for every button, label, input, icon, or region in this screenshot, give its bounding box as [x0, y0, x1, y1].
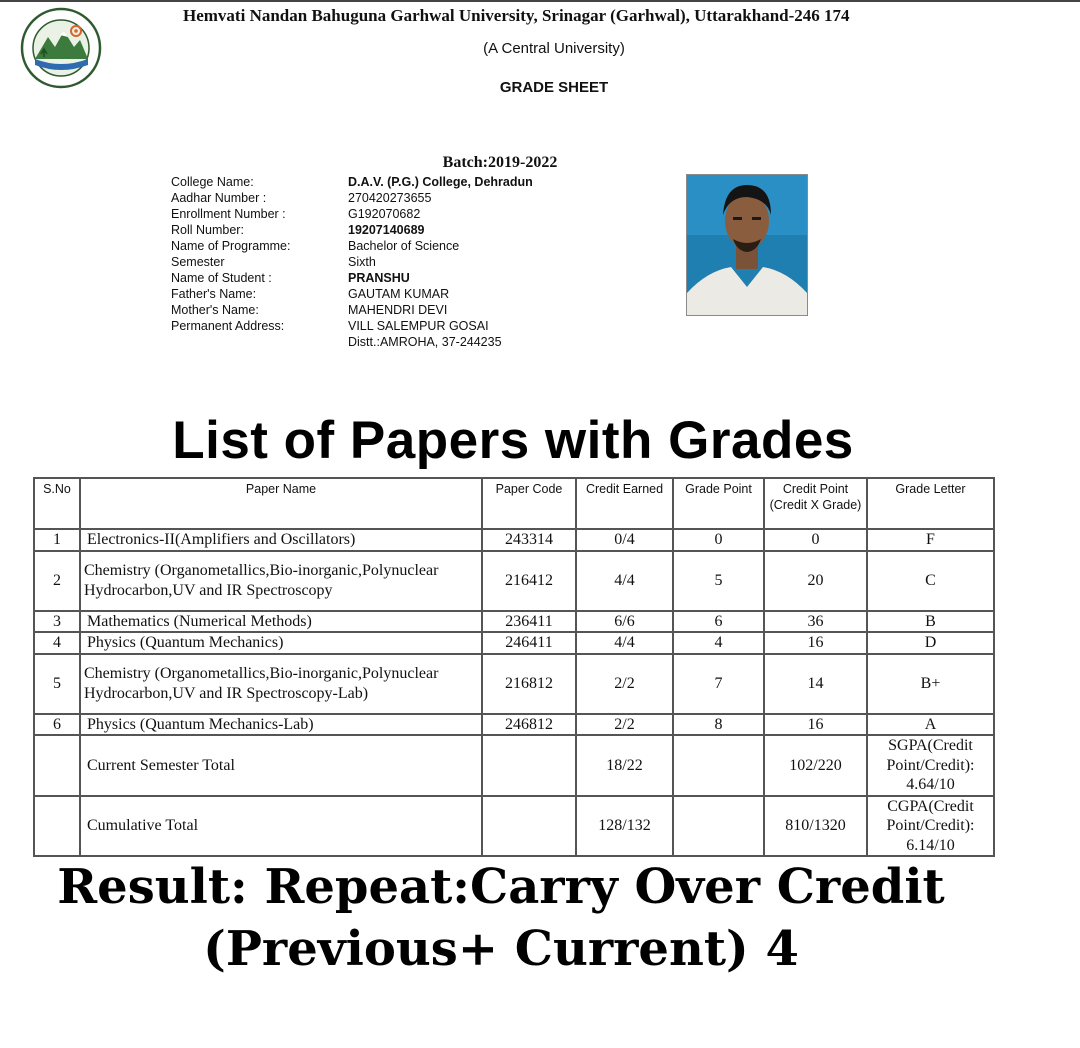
document-title: GRADE SHEET [499, 79, 609, 96]
info-label: Mother's Name: [171, 303, 259, 317]
sgpa-value: SGPA(Credit Point/Credit): 4.64/10 [867, 735, 994, 796]
table-cell [482, 735, 576, 796]
info-label: Name of Programme: [171, 239, 291, 253]
table-row [34, 714, 994, 736]
info-label [171, 334, 348, 350]
column-header: Credit Point (Credit X Grade) [764, 478, 867, 529]
table-cell [673, 735, 764, 796]
current-semester-total-row [34, 735, 994, 796]
info-label: Aadhar Number : [171, 191, 267, 205]
table-cell: 216812 [482, 654, 576, 714]
list-title: List of Papers with Grades [172, 411, 854, 470]
total-credit: 18/22 [576, 735, 673, 796]
total-credit: 128/132 [576, 796, 673, 857]
table-cell: 2/2 [576, 714, 673, 736]
table-cell: F [867, 529, 994, 551]
info-label: College Name: [171, 175, 254, 189]
table-row [34, 529, 994, 551]
info-row-enrollment [171, 206, 668, 222]
table-cell: 7 [673, 654, 764, 714]
student-info [171, 174, 668, 350]
table-cell: 6/6 [576, 611, 673, 633]
info-label: Name of Student : [171, 271, 272, 285]
table-cell: Chemistry (Organometallics,Bio-inorganic,Polynuclear Hydrocarbon,UV and IR Spectroscopy-Lab) [80, 654, 482, 714]
table-cell: Mathematics (Numerical Methods) [80, 611, 482, 633]
info-row-college [171, 174, 668, 190]
university-type: (A Central University) [483, 40, 625, 57]
result-line-1: Result: Repeat:Carry Over Credit [57, 859, 945, 915]
table-cell: 236411 [482, 611, 576, 633]
info-row-address [171, 318, 668, 334]
table-cell: 4/4 [576, 551, 673, 611]
grades-table [33, 477, 995, 857]
table-cell: 1 [34, 529, 80, 551]
info-row-aadhar [171, 190, 668, 206]
university-seal-icon [20, 7, 102, 89]
info-row-programme [171, 238, 668, 254]
batch-label: Batch:2019-2022 [442, 154, 558, 171]
result-line-2: (Previous+ Current) 4 [203, 921, 799, 977]
table-header-row [34, 478, 994, 529]
column-header: Paper Name [80, 478, 482, 529]
table-cell: Physics (Quantum Mechanics) [80, 632, 482, 654]
table-cell: 4 [34, 632, 80, 654]
info-value: Bachelor of Science [348, 239, 460, 253]
table-cell: 20 [764, 551, 867, 611]
info-label: Permanent Address: [171, 319, 285, 333]
info-label: Father's Name: [171, 287, 257, 301]
info-row-father [171, 286, 668, 302]
table-cell: D [867, 632, 994, 654]
info-value: D.A.V. (P.G.) College, Dehradun [348, 175, 533, 189]
info-value: Sixth [348, 255, 376, 269]
column-header: Grade Letter [867, 478, 994, 529]
table-cell: B [867, 611, 994, 633]
table-cell: Chemistry (Organometallics,Bio-inorganic,Polynuclear Hydrocarbon,UV and IR Spectroscopy [80, 551, 482, 611]
info-value: MAHENDRI DEVI [348, 303, 448, 317]
column-header: Paper Code [482, 478, 576, 529]
result-statement [0, 856, 1002, 980]
top-border [0, 0, 1080, 2]
table-cell: 3 [34, 611, 80, 633]
table-cell: 5 [34, 654, 80, 714]
info-row-roll [171, 222, 668, 238]
table-cell: 243314 [482, 529, 576, 551]
table-cell: 4/4 [576, 632, 673, 654]
table-cell: 8 [673, 714, 764, 736]
info-value: PRANSHU [348, 271, 410, 285]
table-cell: 216412 [482, 551, 576, 611]
table-row [34, 611, 994, 633]
cgpa-value: CGPA(Credit Point/Credit): 6.14/10 [867, 796, 994, 857]
table-cell: 4 [673, 632, 764, 654]
table-cell: 0 [673, 529, 764, 551]
info-value: G192070682 [348, 207, 421, 221]
table-cell: 6 [34, 714, 80, 736]
student-photo [686, 174, 808, 316]
info-label: Roll Number: [171, 223, 244, 237]
table-cell: Electronics-II(Amplifiers and Oscillators) [80, 529, 482, 551]
table-cell [482, 796, 576, 857]
table-cell: 0/4 [576, 529, 673, 551]
total-label: Current Semester Total [80, 735, 482, 796]
total-label: Cumulative Total [80, 796, 482, 857]
info-label: Semester [171, 255, 225, 269]
info-value: 270420273655 [348, 191, 432, 205]
info-row-semester [171, 254, 668, 270]
table-cell: A [867, 714, 994, 736]
total-credit-point: 810/1320 [764, 796, 867, 857]
table-cell [673, 796, 764, 857]
info-label: Enrollment Number : [171, 207, 286, 221]
info-value: 19207140689 [348, 223, 425, 237]
info-value: GAUTAM KUMAR [348, 287, 450, 301]
table-cell: 246411 [482, 632, 576, 654]
table-cell: 14 [764, 654, 867, 714]
table-cell: 5 [673, 551, 764, 611]
table-cell: 6 [673, 611, 764, 633]
table-cell [34, 735, 80, 796]
info-row-student-name [171, 270, 668, 286]
table-cell: 0 [764, 529, 867, 551]
info-value: VILL SALEMPUR GOSAI [348, 319, 489, 333]
column-header: Credit Earned [576, 478, 673, 529]
total-credit-point: 102/220 [764, 735, 867, 796]
table-cell: C [867, 551, 994, 611]
table-cell: Physics (Quantum Mechanics-Lab) [80, 714, 482, 736]
table-row [34, 654, 994, 714]
university-name: Hemvati Nandan Bahuguna Garhwal University, Srinagar (Garhwal), Uttarakhand-246 174 [183, 6, 850, 25]
info-row-mother [171, 302, 668, 318]
column-header: S.No [34, 478, 80, 529]
table-row [34, 632, 994, 654]
info-value: Distt.:AMROHA, 37-244235 [348, 335, 502, 349]
info-row-address-2 [171, 334, 668, 350]
table-cell: 16 [764, 632, 867, 654]
table-cell: 36 [764, 611, 867, 633]
table-cell: B+ [867, 654, 994, 714]
table-row [34, 551, 994, 611]
table-cell: 246812 [482, 714, 576, 736]
table-cell: 2/2 [576, 654, 673, 714]
table-cell: 16 [764, 714, 867, 736]
table-cell: 2 [34, 551, 80, 611]
cumulative-total-row [34, 796, 994, 857]
column-header: Grade Point [673, 478, 764, 529]
table-cell [34, 796, 80, 857]
